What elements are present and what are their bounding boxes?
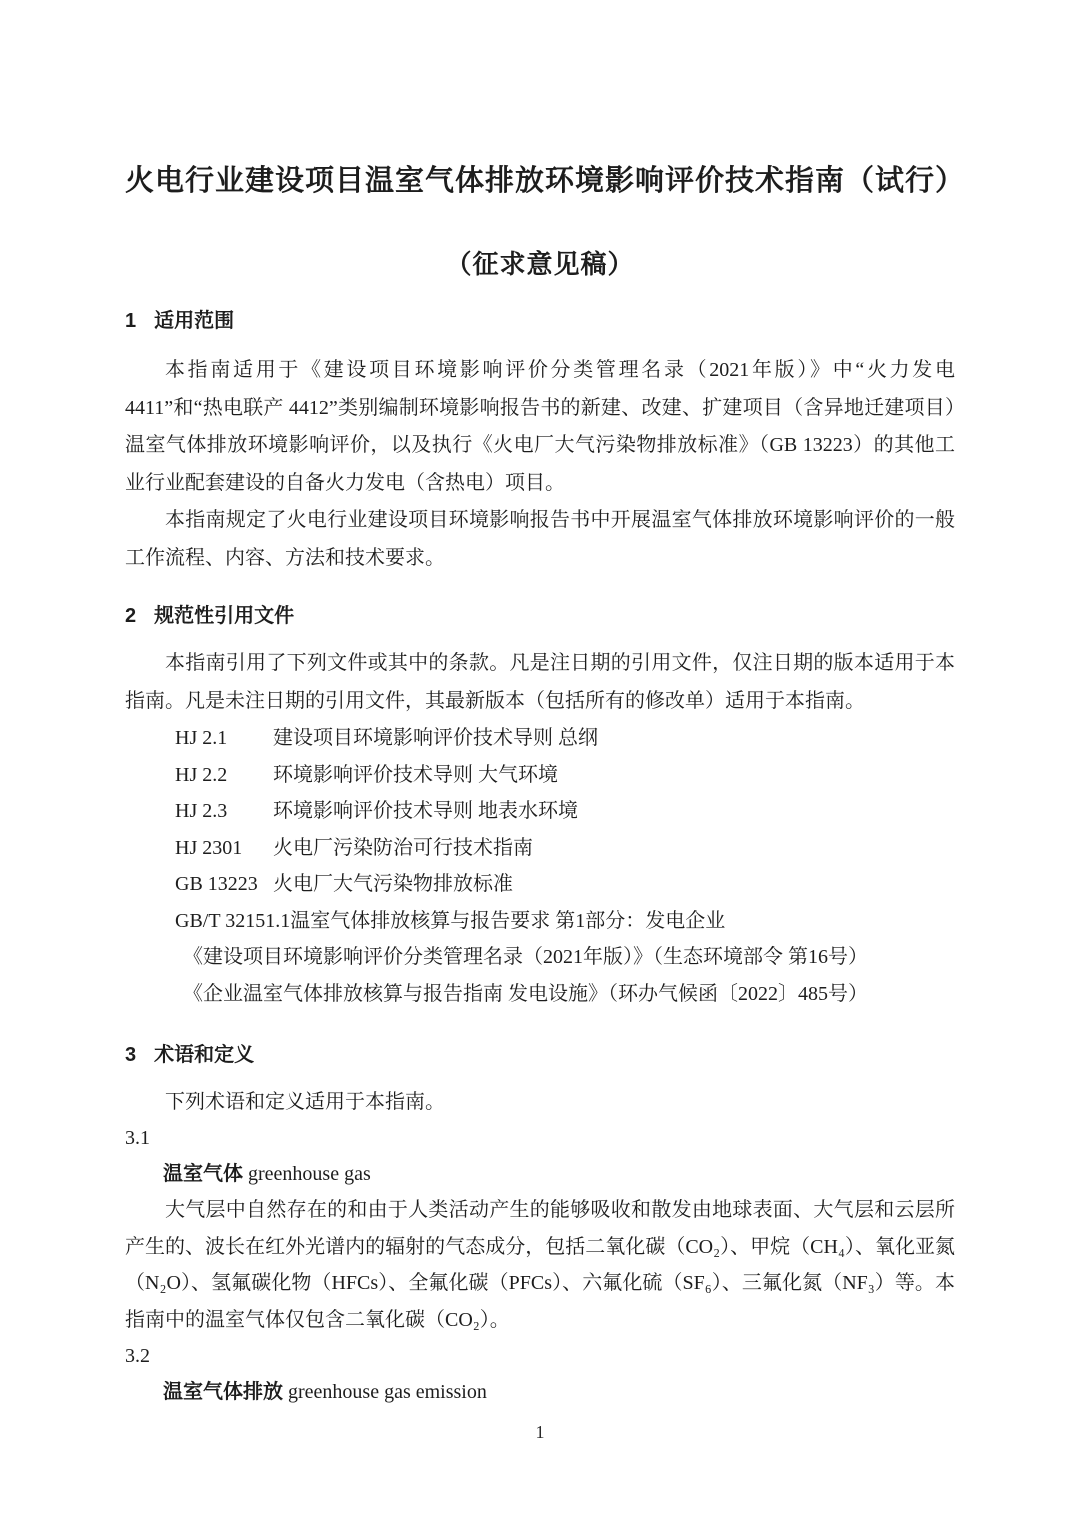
reference-title: 环境影响评价技术导则 大气环境 (273, 763, 558, 786)
term-name-line (163, 1374, 955, 1410)
reference-title: 火电厂大气污染物排放标准 (273, 873, 513, 895)
section-1-heading (125, 306, 955, 336)
reference-item (175, 903, 955, 940)
term-name-zh: 温室气体 (163, 1163, 243, 1185)
normative-reference-list (125, 720, 955, 1012)
reference-document: 《企业温室气体排放核算与报告指南 发电设施》（环办气候函〔2022〕485号） (183, 982, 868, 1005)
reference-item (175, 866, 955, 903)
reference-code: HJ 2301 (175, 836, 243, 859)
reference-code: GB/T 32151.1 (175, 909, 291, 932)
term-entry-3-2 (125, 1338, 955, 1410)
section-2-heading (125, 601, 955, 631)
reference-item (175, 720, 955, 757)
term-name-en: greenhouse gas emission (288, 1381, 487, 1403)
reference-code: HJ 2.2 (175, 763, 228, 786)
reference-item (175, 830, 955, 867)
reference-item (175, 757, 955, 794)
term-name-en: greenhouse gas (248, 1163, 371, 1185)
reference-title: 建设项目环境影响评价技术导则 总纲 (273, 727, 598, 749)
section-3-title: 术语和定义 (154, 1044, 255, 1066)
term-number: 3.1 (125, 1127, 150, 1149)
term-name-line (163, 1156, 955, 1192)
section-1-paragraph-1: 本指南适用于《建设项目环境影响评价分类管理名录（2021年版）》中“火力发电 4411”和“热电联产 4412”类别编制环境影响报告书的新建、改建、扩建项目（含异地迁建项目）温室气体排放环境影响评价，以及执行《火电厂大气污染物排放标准》（GB 13223）的其他工业行业配套建设的自备火力发电（含热电）项目。 (125, 359, 955, 494)
reference-code: HJ 2.1 (175, 727, 228, 749)
reference-item (175, 793, 955, 830)
reference-document: 《建设项目环境影响评价分类管理名录（2021年版）》（生态环境部令 第16号） (183, 946, 868, 968)
section-2-title: 规范性引用文件 (154, 605, 295, 627)
section-1-number: 1 (125, 310, 137, 332)
reference-title: 温室气体排放核算与报告要求 第1部分：发电企业 (290, 909, 726, 932)
term-definition: 大气层中自然存在的和由于人类活动产生的能够吸收和散发由地球表面、大气层和云层所产生的、波长在红外光谱内的辐射的气态成分，包括二氧化碳（CO₂）、甲烷（CH₄）、氧化亚氮（N₂O）、氢氟碳化物（HFCs）、全氟化碳（PFCs）、六氟化硫（SF₆）、三氟化氮（NF₃）等。本指南中的温室气体仅包含二氧化碳（CO₂）。 (125, 1199, 955, 1331)
term-number: 3.2 (125, 1345, 150, 1367)
term-entry-3-1 (125, 1120, 955, 1338)
section-3-heading (125, 1040, 955, 1070)
section-1-title: 适用范围 (154, 310, 235, 332)
section-3-number: 3 (125, 1044, 137, 1066)
page-number: 1 (535, 1422, 545, 1442)
term-name-zh: 温室气体排放 (163, 1381, 283, 1403)
document-subtitle: （征求意见稿） (445, 249, 635, 279)
section-2-number: 2 (125, 605, 137, 627)
reference-title: 环境影响评价技术导则 地表水环境 (273, 800, 578, 822)
reference-code: HJ 2.3 (175, 800, 228, 822)
reference-code: GB 13223 (175, 873, 258, 895)
document-title: 火电行业建设项目温室气体排放环境影响评价技术指南（试行） (125, 165, 966, 197)
section-2-intro: 本指南引用了下列文件或其中的条款。凡是注日期的引用文件，仅注日期的版本适用于本指南。凡是未注日期的引用文件，其最新版本（包括所有的修改单）适用于本指南。 (125, 652, 955, 712)
section-1-paragraph-2: 本指南规定了火电行业建设项目环境影响报告书中开展温室气体排放环境影响评价的一般工作流程、内容、方法和技术要求。 (125, 509, 955, 569)
section-3-intro: 下列术语和定义适用于本指南。 (165, 1091, 445, 1113)
reference-title: 火电厂污染防治可行技术指南 (273, 836, 533, 859)
